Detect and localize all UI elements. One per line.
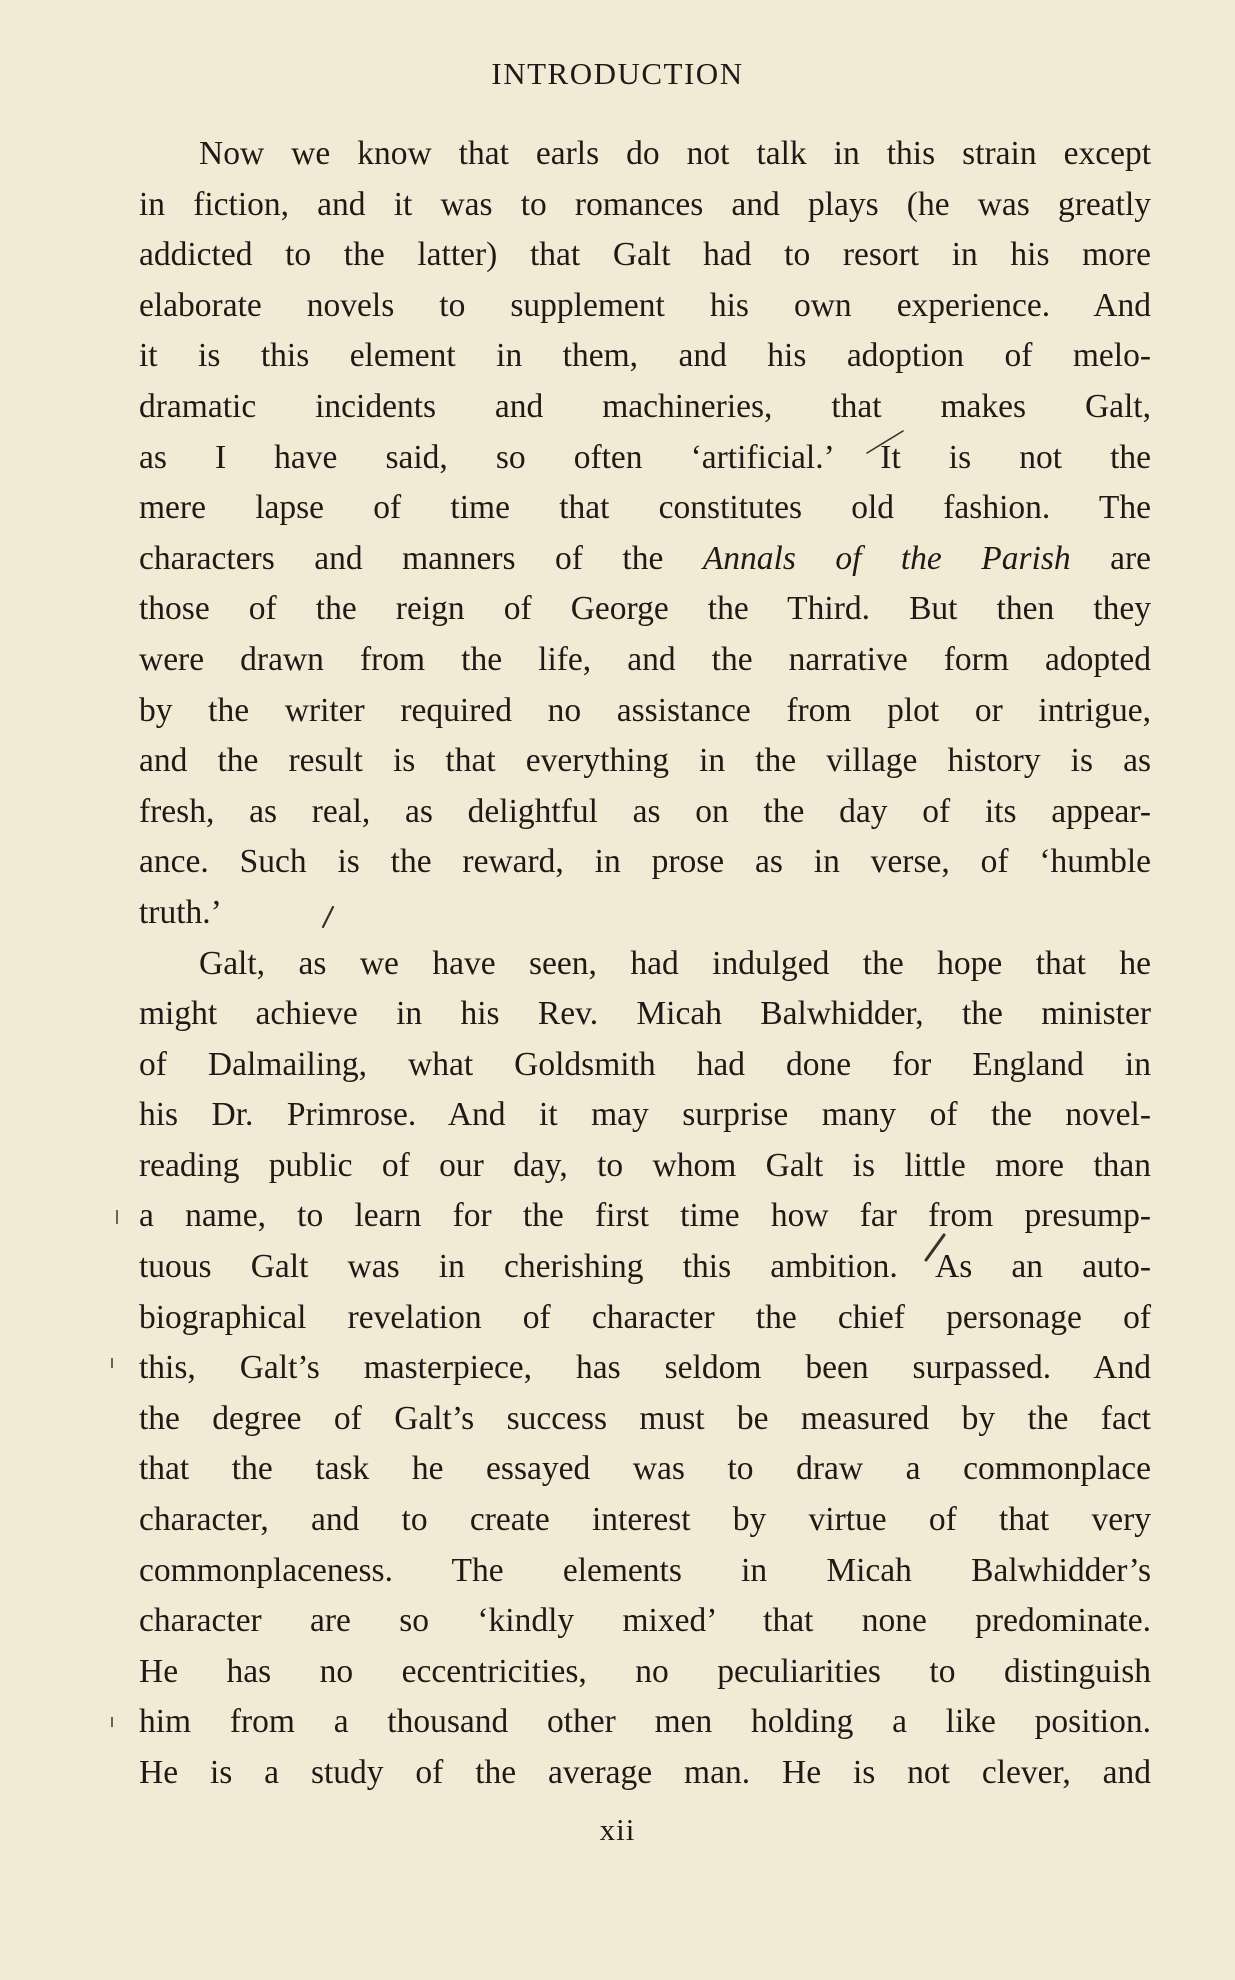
- pencil-slash-mark: [923, 1232, 947, 1262]
- text-line: tuous Galt was in cherishing this ambition. As an auto-: [139, 1248, 1151, 1286]
- text-line: character are so ‘kindly mixed’ that none predominate.: [139, 1602, 1151, 1640]
- text-line: those of the reign of George the Third. But then they: [139, 590, 1151, 628]
- text-line: as I have said, so often ‘artificial.’ It is not the: [139, 438, 1151, 476]
- text-line: of Dalmailing, what Goldsmith had done for England in: [139, 1045, 1151, 1083]
- text-line: biographical revelation of character the chief personage of: [139, 1298, 1151, 1336]
- running-head: INTRODUCTION: [491, 56, 744, 91]
- text-line: elaborate novels to supplement his own experience. And: [139, 286, 1151, 324]
- text-line: ance. Such is the reward, in prose as in verse, of ‘humble: [139, 843, 1151, 881]
- text-line: character, and to create interest by virtue of that very: [139, 1501, 1151, 1539]
- text-line: Galt, as we have seen, had indulged the hope that he: [199, 944, 1151, 982]
- text-line: commonplaceness. The elements in Micah Balwhidder’s: [139, 1551, 1151, 1589]
- margin-tick-mark: [111, 1358, 113, 1368]
- text-segment: are: [1070, 539, 1151, 577]
- text-line: addicted to the latter) that Galt had to resort in his more: [139, 236, 1151, 274]
- text-line: his Dr. Primrose. And it may surprise many of the novel-: [139, 1096, 1151, 1134]
- text-line: truth.’: [139, 893, 222, 931]
- text-line: that the task he essayed was to draw a commonplace: [139, 1450, 1151, 1488]
- text-line: this, Galt’s masterpiece, has seldom been surpassed. And: [139, 1349, 1151, 1387]
- text-line: He has no eccentricities, no peculiarities to distinguish: [139, 1652, 1151, 1690]
- margin-tick-mark: [111, 1717, 113, 1727]
- text-line: fresh, as real, as delightful as on the day of its appear-: [139, 792, 1151, 830]
- text-line: him from a thousand other men holding a like position.: [139, 1703, 1151, 1741]
- body-text: [139, 129, 1151, 1799]
- text-line: the degree of Galt’s success must be measured by the fact: [139, 1399, 1151, 1437]
- text-line: dramatic incidents and machineries, that makes Galt,: [139, 387, 1151, 425]
- text-line: were drawn from the life, and the narrative form adopted: [139, 640, 1151, 678]
- text-line: in fiction, and it was to romances and plays (he was greatly: [139, 185, 1151, 223]
- pencil-slash-mark: [865, 428, 905, 456]
- text-line: might achieve in his Rev. Micah Balwhidder, the minister: [139, 995, 1151, 1033]
- text-line: Now we know that earls do not talk in this strain except: [199, 135, 1151, 172]
- page-number: xii: [599, 1812, 636, 1847]
- book-title: Annals of the Parish: [702, 539, 1071, 577]
- text-line-with-title: [139, 534, 1151, 585]
- text-line: mere lapse of time that constitutes old fashion. The: [139, 489, 1151, 527]
- margin-tick-mark: [116, 1210, 118, 1224]
- text-line: a name, to learn for the first time how far from presump-: [139, 1197, 1151, 1235]
- text-line: by the writer required no assistance from plot or intrigue,: [139, 691, 1151, 729]
- text-line: it is this element in them, and his adoption of melo-: [139, 337, 1151, 375]
- text-line: reading public of our day, to whom Galt is little more than: [139, 1146, 1151, 1184]
- pencil-slash-mark: [321, 905, 335, 929]
- text-line: He is a study of the average man. He is not clever, and: [139, 1754, 1151, 1791]
- text-segment: characters and manners of the: [139, 539, 703, 577]
- text-line: and the result is that everything in the village history is as: [139, 742, 1151, 780]
